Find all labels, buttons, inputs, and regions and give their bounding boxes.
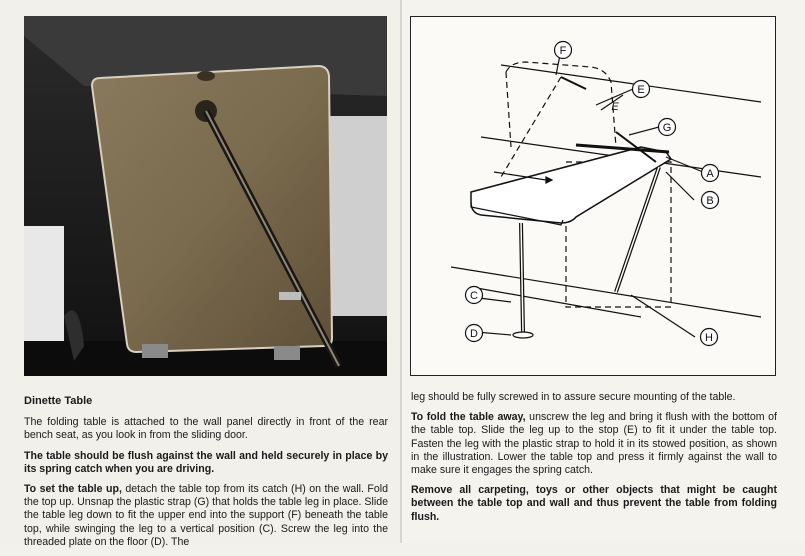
right-text-column [411, 391, 777, 531]
paragraph-warning: The table should be flush against the wall and held securely in place by its spring catch when you are driving. [24, 449, 388, 475]
label-g: G [662, 122, 672, 134]
fold-lead: To fold the table away, [411, 411, 526, 424]
folded-table-photo [24, 16, 387, 376]
arrow-label-e: E [611, 101, 619, 113]
label-a: A [706, 168, 714, 180]
label-d: D [470, 328, 478, 340]
label-f: F [559, 45, 567, 57]
setup-body: detach the table top from its catch (H) on the wall. Fold the top up. Unsnap the plastic strap (G) that holds the table leg in place. Slide the table leg down to fit the upper end into the support (F) beneath the table top, while swinging the leg to a vertical position (C). Screw the leg into the threaded plate on the floor (D). The [24, 483, 388, 548]
paragraph-remove-objects: Remove all carpeting, toys or other objects that might be caught between the table top and wall and thus prevent the table from folding flush. [411, 484, 777, 523]
left-text-column [24, 395, 388, 556]
paragraph-intro: The folding table is attached to the wall panel directly in front of the rear bench seat, as you look in from the sliding door. [24, 416, 388, 442]
paragraph-setup [24, 483, 388, 549]
table-illustration [410, 16, 776, 376]
fold-body: unscrew the leg and bring it flush with the bottom of the table top. Slide the leg up to the stop (E) to fit it under the table top. Fasten the leg with the plastic strap to hold it in its stowed position, as shown in the illustration. Lower the table top and press it firmly against the wall to make sure it engages the spring catch. [411, 411, 777, 477]
label-b: B [706, 195, 714, 207]
section-heading: Dinette Table [24, 395, 93, 407]
label-e: E [637, 84, 645, 96]
left-page [0, 0, 402, 548]
setup-lead: To set the table up, [24, 483, 122, 496]
label-h: H [705, 332, 713, 344]
paragraph-leg-secure: leg should be fully screwed in to assure secure mounting of the table. [411, 391, 736, 403]
label-c: C [470, 290, 478, 302]
paragraph-fold [411, 411, 777, 477]
